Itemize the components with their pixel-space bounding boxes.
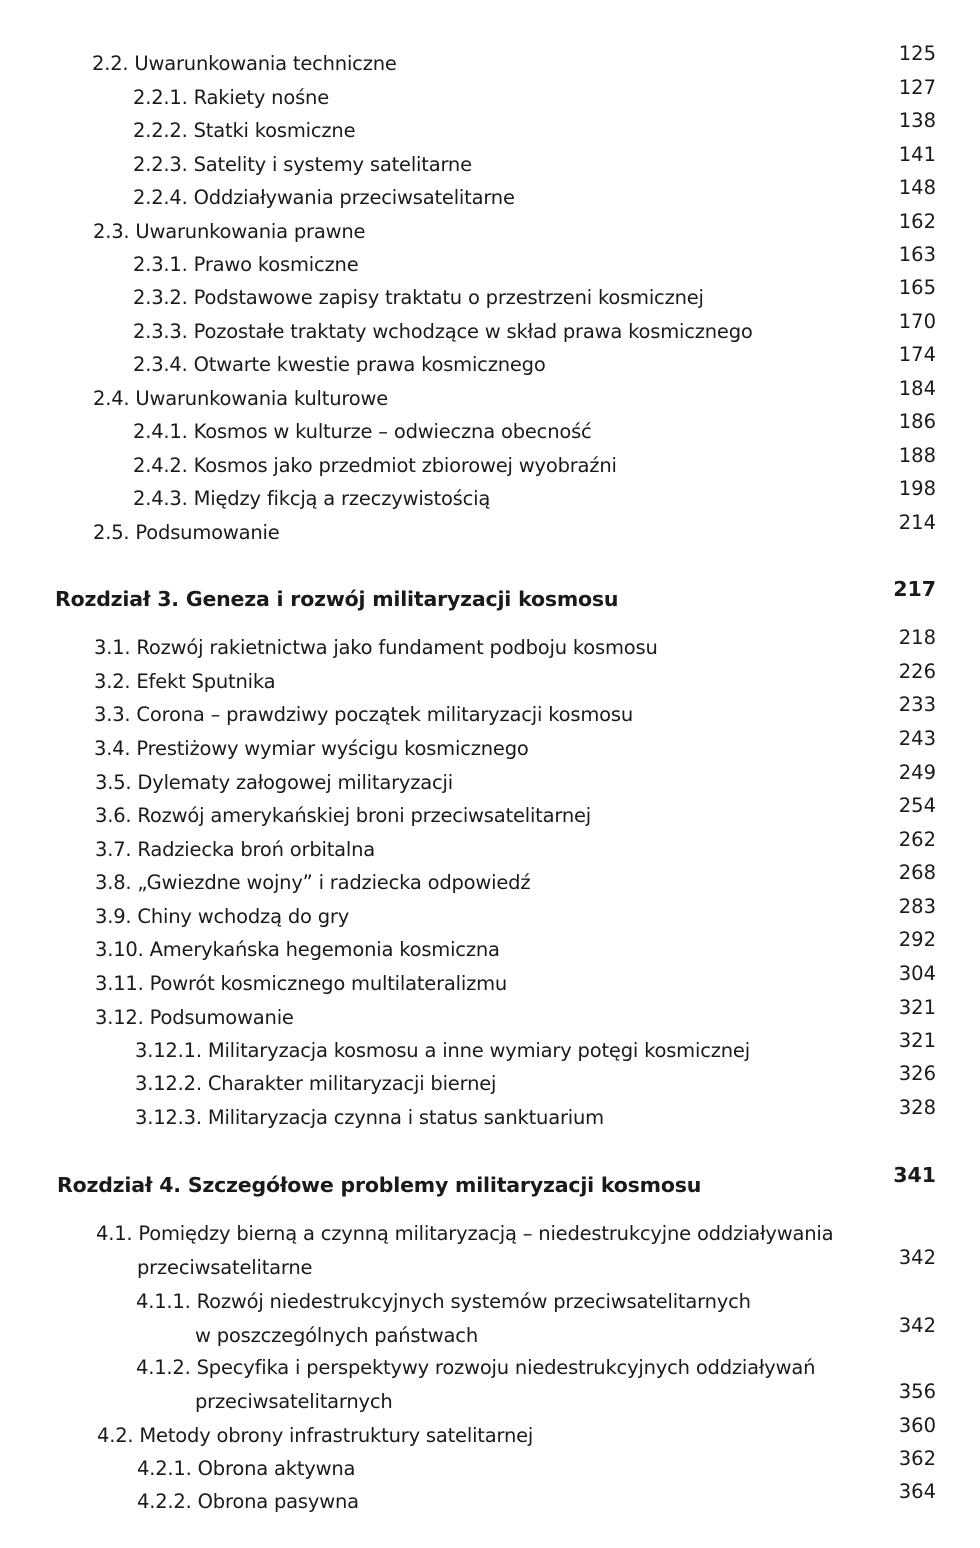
toc-entry-text: Kosmos jako przedmiot zbiorowej wyobraźni — [193, 454, 617, 477]
toc-page-number: 321 — [898, 1029, 936, 1052]
toc-entry-text: Charakter militaryzacji biernej — [207, 1072, 497, 1095]
toc-entry-text: Kosmos w kulturze – odwieczna obecność — [193, 420, 592, 443]
toc-entry-title — [95, 838, 375, 862]
toc-page-number: 226 — [898, 660, 936, 683]
toc-entry-number: 2.3. — [93, 220, 130, 243]
toc-entry-title — [133, 320, 753, 344]
toc-page-number: 165 — [898, 276, 936, 299]
toc-entry-title — [95, 871, 530, 895]
toc-entry-number: 3.1. — [94, 636, 131, 659]
toc-entry-title — [95, 804, 591, 828]
toc-entry-text: Rozwój amerykańskiej broni przeciwsatelitarnej — [137, 804, 592, 827]
toc-entry-text: Obrona aktywna — [197, 1457, 356, 1480]
toc-entry-text: Podsumowanie — [135, 521, 280, 544]
toc-entry-number: 3.7. — [95, 838, 132, 861]
toc-page-number: 362 — [898, 1447, 936, 1470]
toc-section-entry — [0, 895, 980, 931]
toc-page-number: 141 — [898, 143, 936, 166]
toc-entry-number: 4.1. — [96, 1222, 133, 1245]
toc-entry-text: Corona – prawdziwy początek militaryzacji kosmosu — [136, 703, 633, 726]
toc-entry-title — [95, 1006, 294, 1030]
toc-subsection-entry — [0, 76, 980, 112]
toc-entry-title — [136, 1356, 815, 1380]
toc-section-entry — [0, 626, 980, 662]
toc-page-number: 198 — [898, 477, 936, 500]
toc-entry-number: 3.12.3. — [135, 1106, 202, 1129]
toc-page-number: 214 — [898, 511, 936, 534]
toc-entry-text: Metody obrony infrastruktury satelitarnej — [139, 1424, 534, 1447]
toc-entry-text: Militaryzacja czynna i status sanktuarium — [207, 1106, 604, 1129]
toc-entry-number: 2.4.3. — [133, 487, 188, 510]
toc-entry-number: 2.4. — [93, 387, 130, 410]
toc-entry-text: Radziecka broń orbitalna — [137, 838, 376, 861]
toc-page-number: 162 — [898, 210, 936, 233]
toc-page-number: 360 — [898, 1414, 936, 1437]
toc-page-number: 217 — [893, 577, 936, 601]
toc-section-entry — [0, 727, 980, 763]
toc-entry-title — [93, 220, 365, 244]
toc-entry-number: 2.3.1. — [133, 253, 188, 276]
toc-entry-text: Podstawowe zapisy traktatu o przestrzeni kosmicznej — [193, 286, 704, 309]
toc-entry-number: 3.11. — [95, 972, 144, 995]
toc-entry-title — [95, 972, 507, 996]
toc-entry-title — [137, 1490, 359, 1514]
toc-entry-title — [133, 353, 546, 377]
toc-entry-text: Prawo kosmiczne — [193, 253, 359, 276]
toc-entry-text: Otwarte kwestie prawa kosmicznego — [193, 353, 546, 376]
toc-entry-text: Chiny wchodzą do gry — [137, 905, 350, 928]
toc-entry-text: Satelity i systemy satelitarne — [193, 153, 472, 176]
toc-subsection-entry — [0, 1096, 980, 1132]
toc-entry-title — [94, 670, 275, 694]
toc-page-number: 163 — [898, 243, 936, 266]
toc-entry-number: 2.2. — [92, 52, 129, 75]
toc-entry-number: 3.5. — [95, 771, 132, 794]
toc-entry-title — [92, 52, 397, 76]
toc-entry-number: 2.2.2. — [133, 119, 188, 142]
toc-entry-number: 2.2.3. — [133, 153, 188, 176]
toc-page-number: 254 — [898, 794, 936, 817]
toc-section-entry — [0, 794, 980, 830]
toc-entry-number: 3.8. — [95, 871, 132, 894]
toc-entry-title — [94, 703, 633, 727]
toc-entry-number: 2.4.2. — [133, 454, 188, 477]
toc-entry-title — [136, 1290, 751, 1314]
toc-section-entry — [0, 693, 980, 729]
toc-entry-number: 2.2.1. — [133, 86, 188, 109]
toc-subsection-entry — [0, 310, 980, 346]
toc-page-number: 186 — [898, 410, 936, 433]
toc-entry-number: 2.3.3. — [133, 320, 188, 343]
toc-entry-number: 3.12. — [95, 1006, 144, 1029]
toc-subsection-entry — [0, 1029, 980, 1065]
toc-entry-text: Podsumowanie — [149, 1006, 294, 1029]
toc-page-number: 184 — [898, 377, 936, 400]
toc-section-entry — [0, 1222, 980, 1280]
toc-entry-title — [95, 771, 453, 795]
toc-section-entry — [0, 761, 980, 797]
toc-entry-title-continuation: przeciwsatelitarnych — [195, 1390, 393, 1413]
toc-subsection-entry — [0, 143, 980, 179]
toc-page-number: 249 — [898, 761, 936, 784]
toc-subsection-entry — [0, 1356, 980, 1414]
toc-entry-title — [135, 1072, 496, 1096]
toc-section-entry — [0, 377, 980, 413]
toc-section-entry — [0, 660, 980, 696]
toc-subsection-entry — [0, 1062, 980, 1098]
toc-entry-title-continuation: w poszczególnych państwach — [195, 1324, 478, 1347]
toc-entry-number: 3.2. — [94, 670, 131, 693]
toc-page-number: 304 — [898, 962, 936, 985]
toc-entry-text: Powrót kosmicznego multilateralizmu — [149, 972, 508, 995]
toc-entry-title — [135, 1039, 750, 1063]
toc-page-number: 364 — [898, 1480, 936, 1503]
toc-entry-text: Pomiędzy bierną a czynną militaryzacją – niedestrukcyjne oddziaływania — [138, 1222, 834, 1245]
toc-entry-text: Geneza i rozwój militaryzacji kosmosu — [185, 587, 619, 611]
toc-page-number: 243 — [898, 727, 936, 750]
toc-entry-text: Pozostałe traktaty wchodzące w skład prawa kosmicznego — [193, 320, 753, 343]
toc-page-number: 148 — [898, 176, 936, 199]
toc-page-number: 125 — [898, 42, 936, 65]
toc-page-number: 283 — [898, 895, 936, 918]
toc-entry-text: Obrona pasywna — [197, 1490, 359, 1513]
toc-entry-text: Efekt Sputnika — [136, 670, 276, 693]
toc-entry-number: 3.9. — [95, 905, 132, 928]
toc-entry-number: 3.10. — [95, 938, 144, 961]
toc-entry-title — [94, 636, 658, 660]
toc-entry-title — [57, 1173, 701, 1197]
toc-entry-text: Statki kosmiczne — [193, 119, 356, 142]
toc-page-number: 138 — [898, 109, 936, 132]
toc-entry-title — [97, 1424, 533, 1448]
toc-subsection-entry — [0, 109, 980, 145]
toc-entry-title — [133, 119, 355, 143]
toc-entry-text: Między fikcją a rzeczywistością — [193, 487, 491, 510]
toc-entry-title — [135, 1106, 604, 1130]
toc-entry-text: Rakiety nośne — [193, 86, 329, 109]
toc-entry-title — [96, 1222, 833, 1246]
toc-page-number: 262 — [898, 828, 936, 851]
toc-section-entry — [0, 511, 980, 547]
toc-chapter-entry — [0, 1163, 980, 1199]
toc-entry-title — [137, 1457, 355, 1481]
toc-page-number: 127 — [898, 76, 936, 99]
toc-entry-text: Szczegółowe problemy militaryzacji kosmosu — [187, 1173, 702, 1197]
toc-page-number: 218 — [898, 626, 936, 649]
toc-entry-number: 4.2. — [97, 1424, 134, 1447]
toc-entry-text: Specyfika i perspektywy rozwoju niedestrukcyjnych oddziaływań — [196, 1356, 816, 1379]
toc-entry-title — [133, 186, 515, 210]
toc-subsection-entry — [0, 276, 980, 312]
toc-section-entry — [0, 42, 980, 78]
toc-entry-title — [133, 420, 592, 444]
toc-entry-text: Militaryzacja kosmosu a inne wymiary potęgi kosmicznej — [207, 1039, 750, 1062]
toc-page-number: 342 — [898, 1314, 936, 1337]
toc-entry-number: 2.3.4. — [133, 353, 188, 376]
toc-chapter-entry — [0, 577, 980, 613]
toc-page-number: 233 — [898, 693, 936, 716]
toc-entry-number: 4.1.2. — [136, 1356, 191, 1379]
toc-entry-title — [133, 253, 359, 277]
toc-entry-title — [95, 905, 349, 929]
toc-subsection-entry — [0, 444, 980, 480]
toc-entry-title — [93, 387, 388, 411]
toc-page-number: 356 — [898, 1380, 936, 1403]
toc-entry-number: 3.4. — [94, 737, 131, 760]
toc-entry-text: Uwarunkowania techniczne — [134, 52, 397, 75]
toc-entry-title — [93, 521, 280, 545]
toc-section-entry — [0, 828, 980, 864]
toc-subsection-entry — [0, 1480, 980, 1516]
toc-section-entry — [0, 996, 980, 1032]
toc-subsection-entry — [0, 243, 980, 279]
toc-page-number: 268 — [898, 861, 936, 884]
toc-entry-number: 2.3.2. — [133, 286, 188, 309]
toc-entry-number: 3.12.1. — [135, 1039, 202, 1062]
toc-entry-title — [95, 938, 500, 962]
toc-entry-title — [133, 487, 490, 511]
toc-subsection-entry — [0, 1447, 980, 1483]
toc-section-entry — [0, 210, 980, 246]
toc-entry-title-continuation: przeciwsatelitarne — [137, 1256, 313, 1279]
toc-entry-text: Dylematy załogowej militaryzacji — [137, 771, 453, 794]
toc-page-number: 321 — [898, 996, 936, 1019]
toc-subsection-entry — [0, 1290, 980, 1348]
toc-entry-number: 3.3. — [94, 703, 131, 726]
toc-entry-text: Uwarunkowania prawne — [135, 220, 366, 243]
toc-subsection-entry — [0, 343, 980, 379]
toc-section-entry — [0, 861, 980, 897]
toc-entry-title — [94, 737, 529, 761]
toc-entry-number: 2.2.4. — [133, 186, 188, 209]
toc-entry-number: Rozdział 3. — [55, 587, 179, 611]
toc-entry-number: 2.4.1. — [133, 420, 188, 443]
toc-section-entry — [0, 928, 980, 964]
toc-page-number: 188 — [898, 444, 936, 467]
toc-entry-text: Amerykańska hegemonia kosmiczna — [149, 938, 500, 961]
toc-entry-number: 4.2.1. — [137, 1457, 192, 1480]
toc-subsection-entry — [0, 410, 980, 446]
toc-entry-text: „Gwiezdne wojny” i radziecka odpowiedź — [137, 871, 531, 894]
toc-entry-number: 3.6. — [95, 804, 132, 827]
toc-entry-number: Rozdział 4. — [57, 1173, 181, 1197]
toc-page-number: 326 — [898, 1062, 936, 1085]
toc-entry-title — [55, 587, 618, 611]
toc-section-entry — [0, 962, 980, 998]
toc-entry-title — [133, 454, 617, 478]
toc-page-number: 292 — [898, 928, 936, 951]
toc-entry-number: 3.12.2. — [135, 1072, 202, 1095]
toc-page-number: 342 — [898, 1246, 936, 1269]
toc-page-number: 341 — [893, 1163, 936, 1187]
toc-entry-text: Uwarunkowania kulturowe — [135, 387, 389, 410]
toc-entry-text: Oddziaływania przeciwsatelitarne — [193, 186, 515, 209]
toc-entry-number: 4.1.1. — [136, 1290, 191, 1313]
toc-page-number: 328 — [898, 1096, 936, 1119]
toc-entry-text: Rozwój rakietnictwa jako fundament podboju kosmosu — [136, 636, 658, 659]
toc-entry-text: Prestiżowy wymiar wyścigu kosmicznego — [136, 737, 529, 760]
toc-subsection-entry — [0, 176, 980, 212]
toc-entry-title — [133, 286, 704, 310]
toc-section-entry — [0, 1414, 980, 1450]
toc-subsection-entry — [0, 477, 980, 513]
toc-entry-number: 2.5. — [93, 521, 130, 544]
toc-entry-title — [133, 153, 472, 177]
toc-entry-text: Rozwój niedestrukcyjnych systemów przeciwsatelitarnych — [196, 1290, 751, 1313]
toc-entry-title — [133, 86, 329, 110]
toc-entry-number: 4.2.2. — [137, 1490, 192, 1513]
toc-page-number: 170 — [898, 310, 936, 333]
toc-page-number: 174 — [898, 343, 936, 366]
